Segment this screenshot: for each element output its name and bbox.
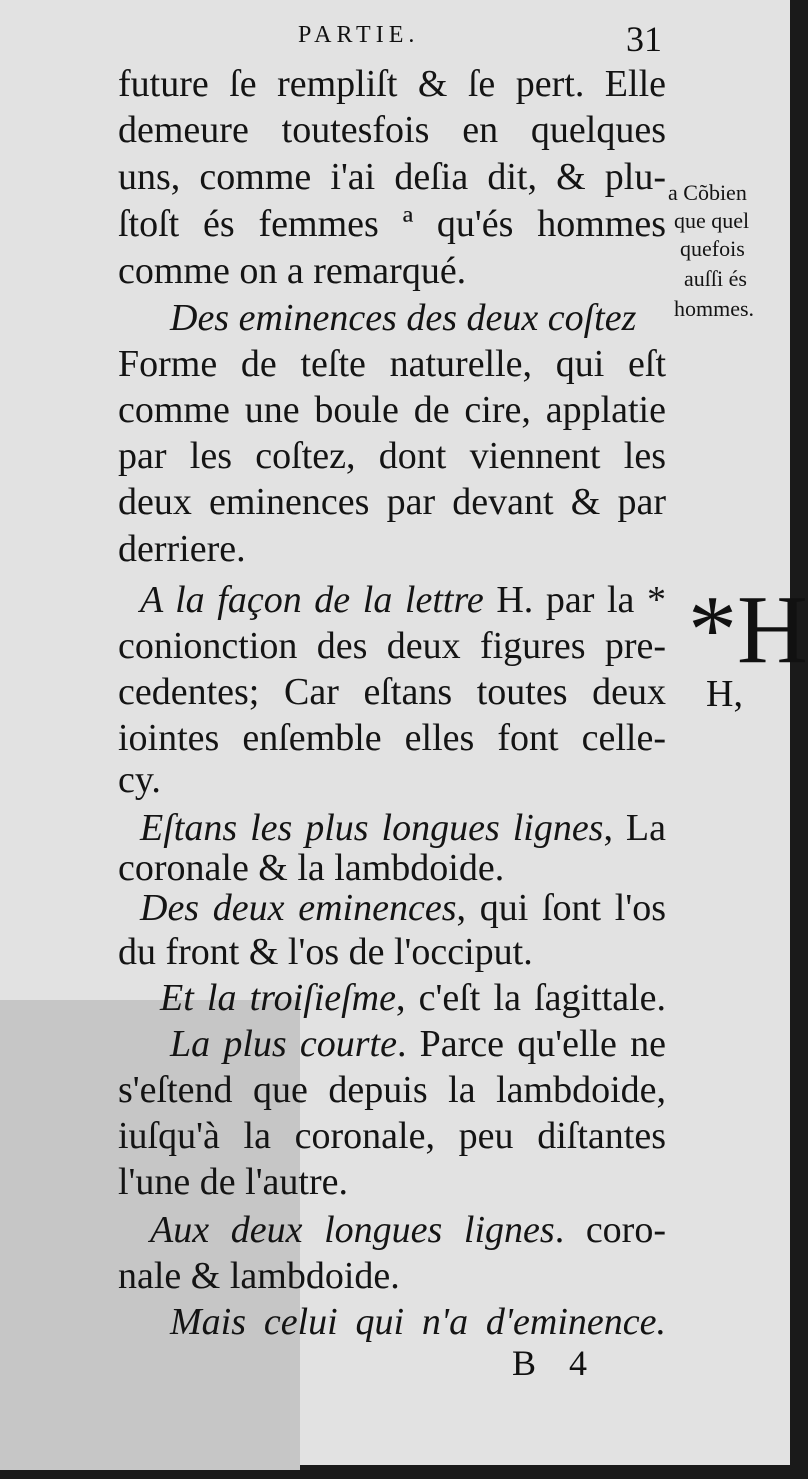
text-line-content	[118, 624, 666, 668]
text-line	[0, 1068, 790, 1116]
text-line	[0, 886, 790, 934]
text-line	[0, 108, 790, 156]
margin-note-line: que quel	[674, 208, 750, 233]
roman-text: coronale & la lambdoide.	[118, 847, 505, 889]
roman-text: . Parce qu'elle ne	[396, 1023, 666, 1065]
margin-note-line: quefois	[680, 236, 745, 261]
text-line-content	[140, 806, 666, 850]
text-line	[0, 249, 790, 297]
text-line	[0, 480, 790, 528]
text-line-content	[118, 108, 666, 152]
text-line-content	[118, 1068, 666, 1112]
margin-note-line: a Cõbien	[668, 180, 747, 205]
text-line-content	[140, 886, 666, 930]
text-line-content	[118, 527, 246, 571]
roman-text: du front & l'os de l'occiput.	[118, 931, 533, 973]
text-line-content	[118, 342, 666, 386]
roman-text: , qui ſont l'os	[456, 887, 666, 929]
text-line	[0, 296, 790, 344]
text-line-content	[150, 1208, 666, 1252]
roman-text: . coro-	[554, 1209, 666, 1251]
text-line	[0, 976, 790, 1024]
italic-text: Aux deux longues lignes	[150, 1209, 555, 1251]
roman-text: H. par la *	[496, 579, 666, 621]
page-header	[0, 14, 790, 59]
text-line	[0, 1114, 790, 1162]
italic-text: La plus courte	[170, 1023, 397, 1065]
roman-text: uns, comme i'ai deſia dit, & plu-	[118, 156, 666, 198]
roman-text: comme on a remarqué.	[118, 250, 467, 292]
text-line	[0, 624, 790, 672]
text-line	[0, 388, 790, 436]
text-line-content	[118, 202, 666, 246]
roman-text: iointes enſemble elles font celle-	[118, 717, 666, 759]
roman-text: deux eminences par devant & par	[118, 481, 666, 523]
margin-note-line: hommes.	[674, 296, 755, 321]
roman-text: s'eſtend que depuis la lambdoide,	[118, 1069, 666, 1111]
text-line-content	[170, 296, 636, 340]
margin-note-line: auſſi és	[684, 266, 747, 291]
text-line	[0, 1300, 790, 1348]
roman-text: , La	[603, 807, 666, 849]
text-line	[0, 342, 790, 390]
text-line	[0, 1022, 790, 1070]
text-line-content	[118, 1160, 348, 1204]
roman-text: comme une boule de cire, applatie	[118, 389, 666, 431]
roman-text: iuſqu'à la coronale, peu diſtantes	[118, 1115, 666, 1157]
roman-text: conionction des deux figures pre-	[118, 625, 666, 667]
text-line	[0, 1208, 790, 1256]
italic-text: Des eminences des deux coſtez	[170, 297, 637, 339]
italic-text: Eſtans les plus longues lignes	[140, 807, 604, 849]
italic-text: Des deux eminences	[140, 887, 457, 929]
text-line-content	[118, 1114, 666, 1158]
text-line-content	[118, 434, 666, 478]
text-line-content	[118, 249, 466, 293]
page-number: 31	[626, 19, 662, 59]
text-line	[0, 434, 790, 482]
text-line	[0, 670, 790, 718]
text-line-content	[118, 758, 161, 802]
text-line-content	[118, 1254, 400, 1298]
text-line	[0, 578, 790, 626]
roman-text: l'une de l'autre.	[118, 1161, 348, 1203]
text-line	[0, 930, 790, 978]
roman-text: nale & lambdoide.	[118, 1255, 400, 1297]
text-line-content	[118, 716, 666, 760]
text-line	[0, 527, 790, 575]
italic-text: A la façon de la lettre	[140, 579, 497, 621]
roman-text: cedentes; Car eſtans toutes deux	[118, 671, 666, 713]
text-line-content	[118, 62, 666, 106]
roman-text: par les coſtez, dont viennent les	[118, 435, 666, 477]
roman-text: Forme de teſte naturelle, qui eſt	[118, 343, 666, 385]
letter-h-figure: *H	[688, 576, 808, 684]
text-line-content	[118, 930, 533, 974]
text-line	[0, 202, 790, 250]
running-title: PARTIE.	[298, 22, 420, 48]
text-line-content	[118, 155, 666, 199]
text-line-content	[170, 1300, 666, 1344]
roman-text: future ſe rempliſt & ſe pert. Elle	[118, 63, 666, 105]
roman-text: demeure toutesfois en quelques	[118, 109, 666, 151]
letter-h-label: H,	[706, 673, 743, 715]
signature-mark: B 4	[512, 1343, 600, 1383]
text-line	[0, 1160, 790, 1208]
text-line-content	[160, 976, 666, 1020]
text-line	[0, 716, 790, 764]
roman-text: cy.	[118, 759, 161, 801]
roman-text: ſtoſt és femmes ª qu'és hommes	[118, 203, 666, 245]
text-line-content	[118, 670, 666, 714]
roman-text: derriere.	[118, 528, 246, 570]
roman-text: , c'eſt la ſagittale.	[396, 977, 666, 1019]
text-line	[0, 1254, 790, 1302]
italic-text: Et la troiſieſme	[160, 977, 396, 1019]
text-line	[0, 758, 790, 806]
text-line	[0, 62, 790, 110]
text-line-content	[170, 1022, 666, 1066]
text-line-content	[140, 578, 666, 622]
text-line-content	[118, 846, 504, 890]
text-line-content	[118, 388, 666, 432]
italic-text: Mais celui qui n'a d'eminence.	[170, 1301, 666, 1343]
text-line-content	[118, 480, 666, 524]
